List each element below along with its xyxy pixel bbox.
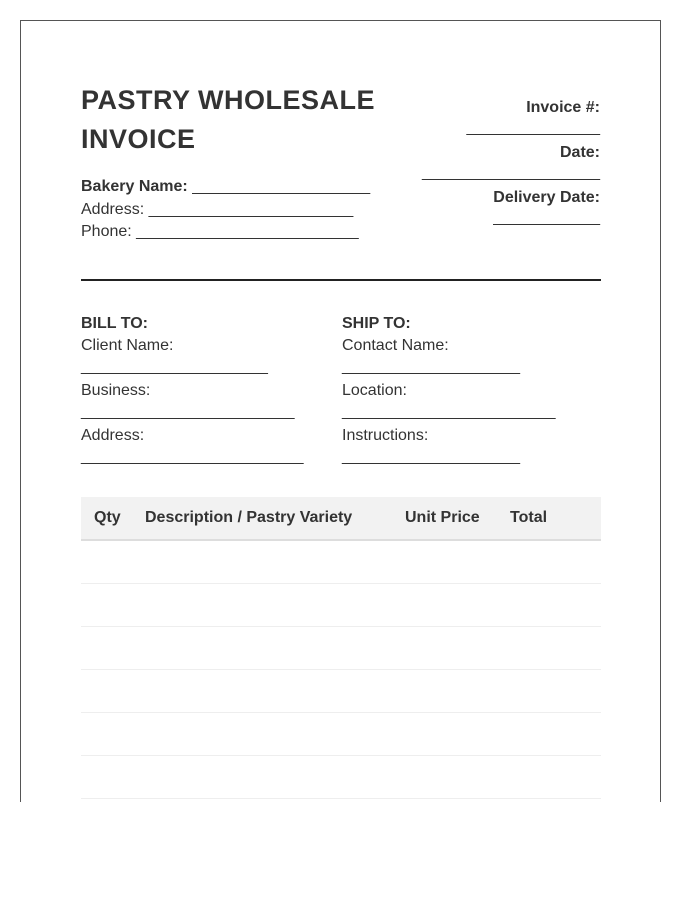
contact-name-label: Contact Name: [342, 337, 449, 354]
bakery-name-blank[interactable]: ____________________ [192, 178, 371, 195]
invoice-meta [360, 97, 600, 232]
table-header [81, 497, 601, 541]
header-divider [81, 279, 601, 281]
delivery-date-blank[interactable]: ____________ [493, 209, 600, 226]
table-row[interactable] [81, 627, 601, 670]
invoice-date-label: Date: [559, 144, 600, 161]
title-line-2: INVOICE [81, 124, 196, 154]
delivery-date-label: Delivery Date: [493, 189, 600, 206]
column-header-description: Description / Pastry Variety [145, 509, 353, 526]
bakery-phone-label: Phone: [81, 223, 132, 240]
column-header-qty: Qty [94, 509, 121, 526]
invoice-date-blank[interactable]: ____________________ [422, 164, 600, 181]
client-name-label: Client Name: [81, 337, 174, 354]
bill-to-section [81, 313, 303, 470]
bakery-name-label: Bakery Name: [81, 178, 188, 195]
ship-to-heading: SHIP TO: [342, 315, 411, 332]
bakery-address-label: Address: [81, 200, 145, 218]
bakery-address-blank[interactable]: _______________________ [148, 200, 354, 218]
table-row[interactable] [81, 713, 601, 756]
business-label: Business: [81, 382, 151, 399]
business-blank[interactable]: ________________________ [81, 403, 295, 420]
column-header-unit-price: Unit Price [405, 509, 480, 526]
instructions-label: Instructions: [342, 427, 429, 444]
invoice-number-blank[interactable]: _______________ [466, 119, 600, 136]
column-header-total: Total [510, 509, 548, 526]
table-row[interactable] [81, 756, 601, 799]
location-blank[interactable]: ________________________ [342, 403, 556, 420]
bill-address-blank[interactable]: _________________________ [81, 448, 304, 465]
table-row[interactable] [81, 584, 601, 627]
client-name-blank[interactable]: _____________________ [81, 358, 268, 375]
ship-to-section [342, 313, 556, 470]
location-label: Location: [342, 382, 407, 399]
bill-to-heading: BILL TO: [81, 315, 148, 332]
bakery-phone-blank[interactable]: _________________________ [136, 223, 359, 240]
bill-address-label: Address: [81, 427, 145, 444]
bakery-address-row [81, 199, 370, 222]
instructions-blank[interactable]: ____________________ [342, 448, 520, 465]
invoice-number-label: Invoice #: [526, 99, 600, 116]
table-body [81, 541, 601, 799]
invoice-page [20, 20, 661, 802]
contact-name-blank[interactable]: ____________________ [342, 358, 520, 375]
table-row[interactable] [81, 670, 601, 713]
line-items-table [81, 497, 601, 799]
bakery-name-row [81, 176, 370, 199]
bakery-info [81, 176, 370, 244]
title-line-1: PASTRY WHOLESALE [81, 85, 376, 115]
table-row[interactable] [81, 541, 601, 584]
bakery-phone-row [81, 221, 370, 244]
